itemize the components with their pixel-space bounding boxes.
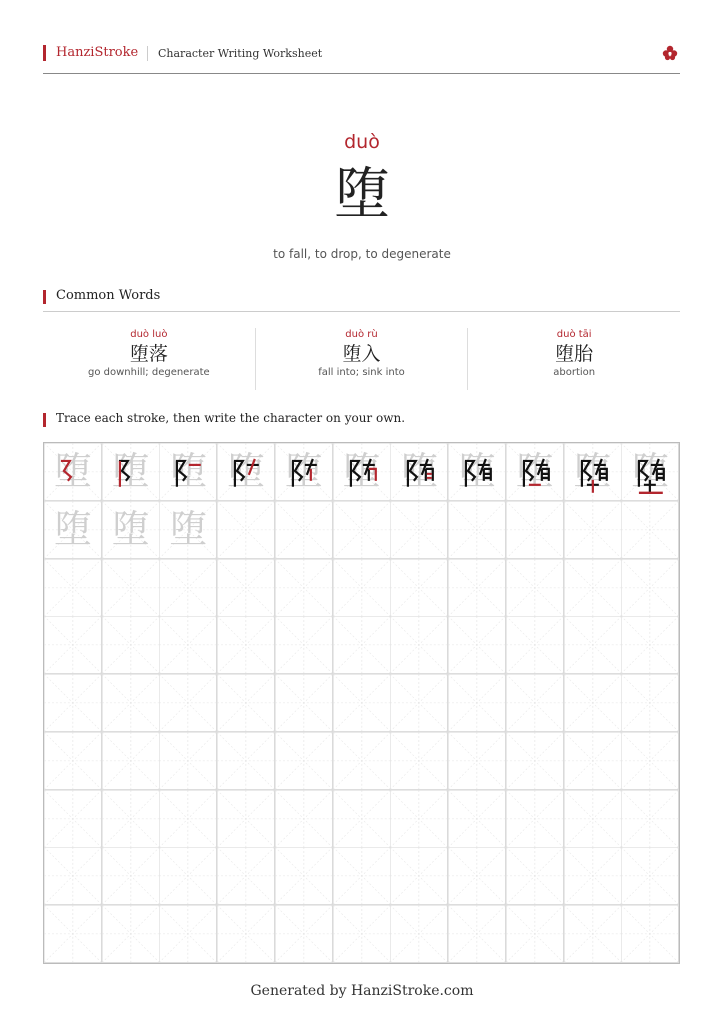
practice-cell xyxy=(102,443,160,501)
stroke-order-step xyxy=(506,443,564,501)
practice-cell xyxy=(390,790,448,848)
trace-guide-character: 堕 xyxy=(284,449,323,493)
stroke-order-step xyxy=(159,443,217,501)
practice-cell xyxy=(390,559,448,617)
practice-cell xyxy=(217,790,275,848)
practice-cell xyxy=(564,616,622,674)
practice-cell xyxy=(448,616,506,674)
practice-cell xyxy=(621,674,679,732)
practice-cell xyxy=(102,790,160,848)
word-hanzi: 堕胎 xyxy=(555,343,594,365)
practice-cell xyxy=(217,905,275,963)
practice-cell xyxy=(621,501,679,559)
word-item xyxy=(43,328,255,390)
practice-cell xyxy=(390,732,448,790)
word-meaning: abortion xyxy=(553,367,596,378)
word-hanzi: 堕入 xyxy=(342,343,381,365)
practice-cell xyxy=(564,905,622,963)
stroke-order-step xyxy=(333,443,391,501)
practice-cell xyxy=(564,501,622,559)
practice-cell xyxy=(159,501,217,559)
practice-cell xyxy=(333,559,391,617)
practice-cell xyxy=(390,674,448,732)
practice-cell xyxy=(44,905,102,963)
practice-cell xyxy=(448,674,506,732)
header-divider xyxy=(147,46,148,61)
practice-cell xyxy=(102,674,160,732)
practice-cell xyxy=(390,616,448,674)
practice-cell xyxy=(159,674,217,732)
practice-cell xyxy=(44,790,102,848)
practice-cell xyxy=(621,443,679,501)
practice-cell xyxy=(506,674,564,732)
trace-guide-character: 堕 xyxy=(53,506,92,551)
practice-cell xyxy=(506,501,564,559)
word-hanzi: 堕落 xyxy=(129,343,168,365)
practice-cell xyxy=(102,501,160,559)
word-meaning: fall into; sink into xyxy=(318,367,405,378)
practice-cell xyxy=(390,501,448,559)
trace-guide-character: 堕 xyxy=(227,449,266,493)
practice-cell xyxy=(506,443,564,501)
practice-cell xyxy=(159,616,217,674)
word-meaning: go downhill; degenerate xyxy=(88,367,210,378)
practice-cell xyxy=(102,905,160,963)
practice-cell xyxy=(621,790,679,848)
practice-cell xyxy=(390,847,448,905)
practice-cell xyxy=(506,905,564,963)
trace-guide-character: 堕 xyxy=(515,449,554,493)
practice-cell xyxy=(44,616,102,674)
stroke-order-step xyxy=(217,443,275,501)
practice-cell xyxy=(506,732,564,790)
practice-cell xyxy=(159,732,217,790)
practice-cell xyxy=(448,732,506,790)
practice-cell xyxy=(564,790,622,848)
practice-cell xyxy=(621,905,679,963)
flower-icon xyxy=(662,45,678,61)
practice-cell xyxy=(621,559,679,617)
practice-cell xyxy=(275,905,333,963)
practice-cell xyxy=(275,501,333,559)
practice-cell xyxy=(564,443,622,501)
practice-cell xyxy=(275,616,333,674)
footer-credit: Generated by HanziStroke.com xyxy=(250,983,474,999)
practice-cell xyxy=(102,559,160,617)
practice-cell xyxy=(448,501,506,559)
practice-cell xyxy=(333,732,391,790)
practice-cell xyxy=(506,616,564,674)
worksheet-header xyxy=(43,44,680,74)
section-accent-bar xyxy=(43,290,46,304)
stroke-order-step xyxy=(564,443,622,501)
trace-guide-character: 堕 xyxy=(631,449,670,493)
practice-cell xyxy=(217,674,275,732)
practice-cell xyxy=(448,905,506,963)
header-subtitle: Character Writing Worksheet xyxy=(158,47,323,60)
practice-cell xyxy=(621,616,679,674)
practice-cell xyxy=(390,443,448,501)
practice-cell xyxy=(217,847,275,905)
word-pinyin: duò rù xyxy=(345,329,378,340)
practice-cell xyxy=(44,847,102,905)
practice-cell xyxy=(390,905,448,963)
trace-guide-character: 堕 xyxy=(111,449,150,493)
trace-guide-character: 堕 xyxy=(169,449,208,493)
practice-cell xyxy=(159,559,217,617)
common-words-list xyxy=(43,328,680,390)
practice-cell xyxy=(564,674,622,732)
practice-cell xyxy=(333,905,391,963)
practice-cell xyxy=(44,443,102,501)
practice-cell xyxy=(275,443,333,501)
practice-cell xyxy=(333,847,391,905)
practice-cell xyxy=(217,559,275,617)
practice-cell xyxy=(217,732,275,790)
trace-guide-character: 堕 xyxy=(400,449,439,493)
practice-cell xyxy=(564,732,622,790)
brand-accent-bar xyxy=(43,45,46,61)
character-hanzi: 堕 xyxy=(334,162,390,227)
trace-guide-character: 堕 xyxy=(53,449,92,493)
practice-cell xyxy=(448,790,506,848)
word-pinyin: duò tāi xyxy=(556,329,592,340)
practice-cell xyxy=(44,674,102,732)
practice-cell xyxy=(275,847,333,905)
character-pinyin: duò xyxy=(344,131,380,153)
practice-cell xyxy=(448,847,506,905)
practice-cell xyxy=(564,847,622,905)
practice-cell xyxy=(44,501,102,559)
practice-cell xyxy=(102,616,160,674)
trace-guide-character: 堕 xyxy=(169,506,208,551)
practice-cell xyxy=(159,443,217,501)
practice-cell xyxy=(333,443,391,501)
practice-cell xyxy=(217,501,275,559)
section-divider xyxy=(43,311,680,312)
practice-cell xyxy=(275,732,333,790)
practice-cell xyxy=(275,559,333,617)
practice-cell xyxy=(621,732,679,790)
practice-cell xyxy=(102,847,160,905)
trace-guide-character: 堕 xyxy=(111,506,150,551)
stroke-order-step xyxy=(390,443,448,501)
character-meaning: to fall, to drop, to degenerate xyxy=(273,247,451,261)
practice-cell xyxy=(621,847,679,905)
practice-cell xyxy=(448,443,506,501)
section-accent-bar xyxy=(43,413,46,427)
practice-cell xyxy=(333,501,391,559)
trace-guide-character: 堕 xyxy=(573,449,612,493)
practice-cell xyxy=(159,790,217,848)
trace-guide-character: 堕 xyxy=(457,449,496,493)
practice-cell xyxy=(564,559,622,617)
practice-cell xyxy=(44,732,102,790)
practice-cell xyxy=(44,559,102,617)
trace-guide-character: 堕 xyxy=(342,449,381,493)
practice-cell xyxy=(217,616,275,674)
stroke-order-step xyxy=(275,443,333,501)
practice-cell xyxy=(506,559,564,617)
practice-cell xyxy=(448,559,506,617)
word-pinyin: duò luò xyxy=(130,329,168,340)
practice-cell xyxy=(333,674,391,732)
practice-grid xyxy=(43,442,680,964)
practice-cell xyxy=(333,790,391,848)
brand-name: HanziStroke xyxy=(56,45,139,60)
practice-cell xyxy=(506,847,564,905)
practice-instruction: Trace each stroke, then write the character on your own. xyxy=(56,411,406,425)
stroke-order-step xyxy=(448,443,506,501)
stroke-order-step xyxy=(621,443,679,501)
practice-cell xyxy=(102,732,160,790)
practice-cell xyxy=(506,790,564,848)
practice-cell xyxy=(333,616,391,674)
word-item xyxy=(467,328,680,390)
practice-cell xyxy=(159,905,217,963)
practice-cell xyxy=(275,674,333,732)
practice-cell xyxy=(275,790,333,848)
practice-cell xyxy=(217,443,275,501)
common-words-title: Common Words xyxy=(56,288,161,303)
stroke-order-step xyxy=(102,443,160,501)
word-item xyxy=(255,328,468,390)
stroke-order-step xyxy=(44,443,102,501)
practice-cell xyxy=(159,847,217,905)
